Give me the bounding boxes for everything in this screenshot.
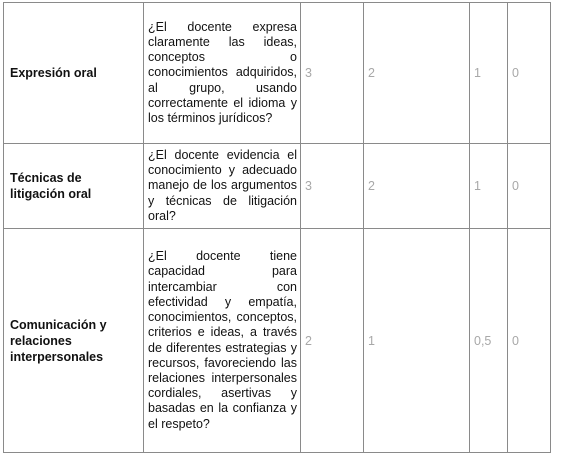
- score-cell: 1: [364, 229, 470, 453]
- score-cell: 3: [301, 3, 364, 144]
- score-cell: 0: [508, 3, 551, 144]
- question-cell: ¿El docente expresa claramente las ideas, conceptos o conocimientos adquiridos, al grupo, usando correctamente el idioma y los términos jurídicos?: [144, 3, 301, 144]
- criterion-cell: Comunicación y relaciones interpersonales: [4, 229, 144, 453]
- score-cell: 2: [301, 229, 364, 453]
- score-cell: 0: [508, 229, 551, 453]
- score-cell: 2: [364, 144, 470, 229]
- question-cell: ¿El docente evidencia el conocimiento y adecuado manejo de los argumentos y técnicas de litigación oral?: [144, 144, 301, 229]
- score-cell: 2: [364, 3, 470, 144]
- criterion-cell: Expresión oral: [4, 3, 144, 144]
- criterion-cell: Técnicas de litigación oral: [4, 144, 144, 229]
- score-cell: 3: [301, 144, 364, 229]
- table-row: [4, 144, 551, 229]
- question-cell: ¿El docente tiene capacidad para intercambiar con efectividad y empatía, conocimientos, conceptos, criterios e ideas, a través de diferentes estrategias y recursos, favoreciendo las relaciones interpersonales cordiales, asertivas y basadas en la confianza y el respeto?: [144, 229, 301, 453]
- score-cell: 0: [508, 144, 551, 229]
- score-cell: 0,5: [470, 229, 508, 453]
- table-row: [4, 3, 551, 144]
- score-cell: 1: [470, 144, 508, 229]
- table-row: [4, 229, 551, 453]
- score-cell: 1: [470, 3, 508, 144]
- evaluation-rubric-table: [3, 2, 551, 453]
